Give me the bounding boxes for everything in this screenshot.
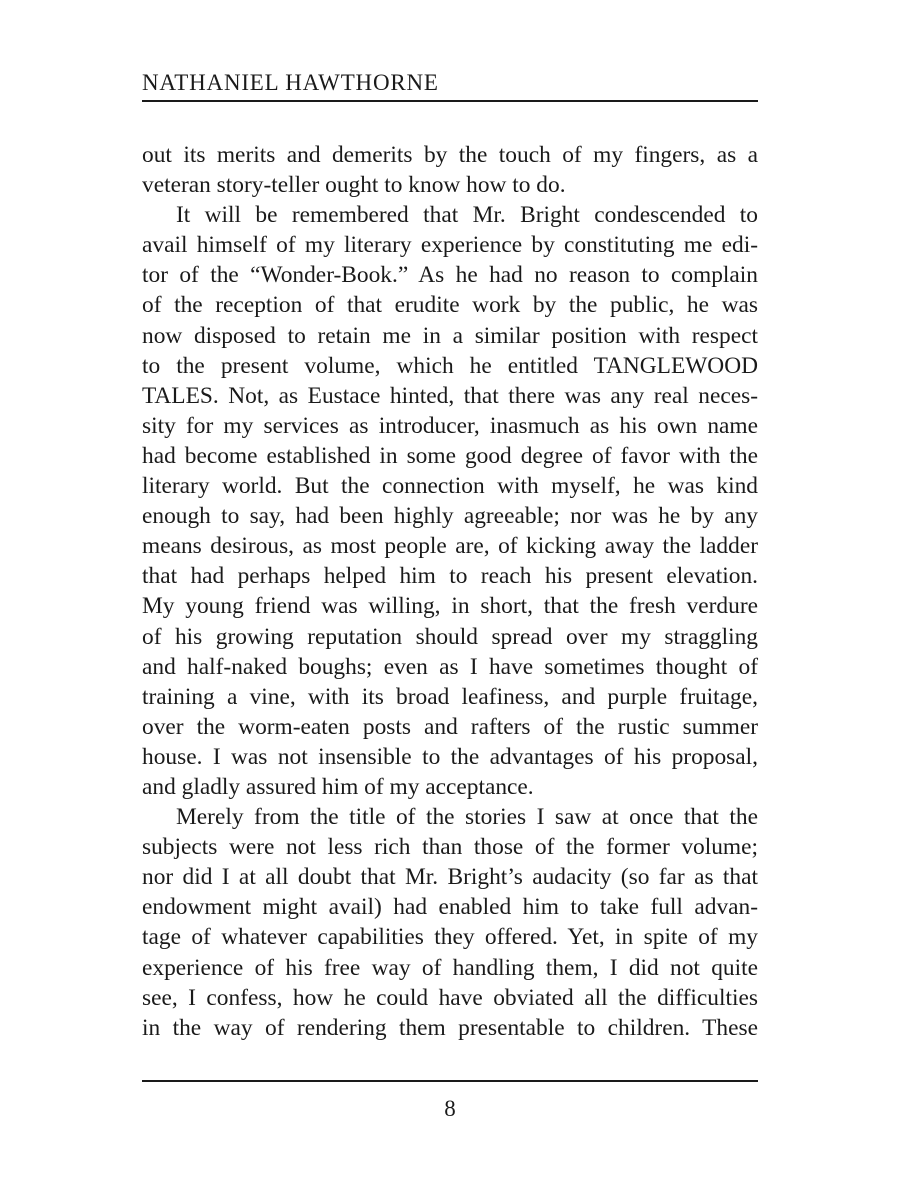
text-line: endowment might avail) had enabled him to take full advan- — [142, 894, 758, 921]
text-line: and gladly assured him of my acceptance. — [142, 773, 534, 800]
text-line: to the present volume, which he entitled TANGLEWOOD — [142, 352, 758, 379]
text-line: in the way of rendering them presentable to children. These — [142, 1014, 758, 1041]
text-line: see, I confess, how he could have obviated all the difficulties — [142, 984, 758, 1011]
text-line: tor of the “Wonder-Book.” As he had no reason to complain — [142, 262, 758, 289]
text-line: had become established in some good degree of favor with the — [142, 442, 758, 469]
text-line: out its merits and demerits by the touch of my fingers, as a — [142, 142, 758, 168]
running-head: NATHANIEL HAWTHORNE — [142, 70, 439, 95]
text-line: sity for my services as introducer, inasmuch as his own name — [142, 412, 758, 439]
text-line: over the worm-eaten posts and rafters of the rustic summer — [142, 713, 758, 740]
text-line: veteran story-teller ought to know how to do. — [142, 172, 566, 199]
text-line: avail himself of my literary experience by constituting me edi- — [142, 232, 758, 259]
text-line: My young friend was willing, in short, that the fresh verdure — [142, 593, 758, 620]
footer-rule — [142, 1080, 758, 1082]
text-line: Merely from the title of the stories I saw at once that the — [176, 804, 758, 831]
text-line: training a vine, with its broad leafiness, and purple fruitage, — [142, 683, 758, 710]
text-line: subjects were not less rich than those of the former volume; — [142, 834, 758, 861]
text-line: tage of whatever capabilities they offered. Yet, in spite of my — [142, 924, 758, 951]
page-number: 8 — [444, 1096, 456, 1121]
text-line: literary world. But the connection with myself, he was kind — [142, 473, 758, 500]
text-line: TALES. Not, as Eustace hinted, that there was any real neces- — [142, 382, 758, 409]
header-rule — [142, 100, 758, 102]
text-line: of the reception of that erudite work by the public, he was — [142, 292, 758, 319]
text-line: It will be remembered that Mr. Bright condescended to — [176, 202, 758, 229]
body-text — [142, 140, 758, 1043]
text-line: enough to say, had been highly agreeable; nor was he by any — [142, 503, 758, 530]
text-line: house. I was not insensible to the advantages of his proposal, — [142, 743, 758, 770]
text-line: now disposed to retain me in a similar position with respect — [142, 322, 758, 349]
text-line: nor did I at all doubt that Mr. Bright’s audacity (so far as that — [142, 864, 758, 891]
text-line: and half-naked boughs; even as I have sometimes thought of — [142, 653, 758, 680]
text-line: of his growing reputation should spread over my straggling — [142, 623, 758, 650]
text-line: experience of his free way of handling them, I did not quite — [142, 954, 758, 981]
text-line: means desirous, as most people are, of kicking away the ladder — [142, 533, 758, 560]
text-line: that had perhaps helped him to reach his present elevation. — [142, 563, 758, 590]
